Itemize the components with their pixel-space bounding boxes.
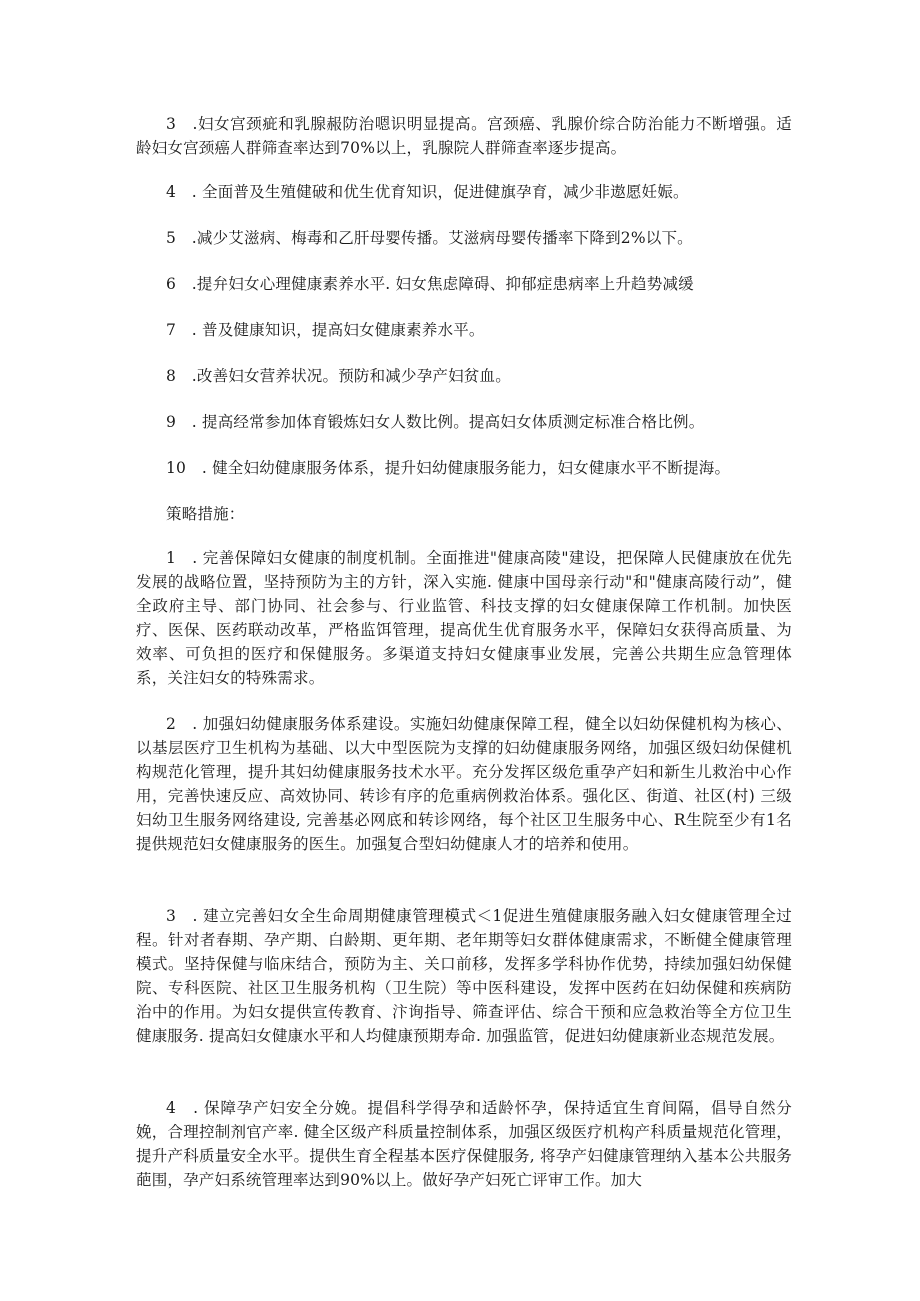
measure-paragraph-2: 2 . 加强妇幼健康服务体系建设。实施妇幼健康保障工程，健全以妇幼保健机构为核心、以基层医疗卫生机构为基础、以大中型医院为支撑的妇幼健康服务网络，加强区级妇幼保健机构规范化管理，提升其妇幼健康服务技术水平。充分发挥区级危重孕产妇和新生儿救治中心作用，完善快速反应、高效协同、转诊有序的危重病例救治体系。强化区、街道、社区(村) 三级妇幼卫生服务网络建设, 完善基必网底和转诊网络，每个社区卫生服务中心、R生院至少有1名提供规范妇女健康服务的医生。加强复合型妇幼健康人才的培养和使用。	[136, 715, 792, 853]
goal-paragraph-6: 6 .提弁妇女心理健康素养水平. 妇女焦虑障碍、抑郁症患病率上升趋势减缓	[166, 275, 694, 293]
goal-paragraph-5: 5 .减少艾滋病、梅毒和乙肝母婴传播。艾滋病母婴传播率下降到2%以下。	[166, 229, 693, 247]
goal-paragraph-9: 9 . 提高经常参加体育锻炼妇女人数比例。提高妇女体质测定标准合格比例。	[166, 413, 705, 431]
goal-paragraph-8: 8 .改善妇女营养状况。预防和减少孕产妇贫血。	[166, 367, 511, 385]
measure-paragraph-1: 1 . 完善保障妇女健康的制度机制。全面推进"健康高陵"建设，把保障人民健康放在优先发展的战略位置，坚持预防为主的方针，深入实施. 健康中国母亲行动"和"健康高陵行动”，健全政府主导、部门协同、社会参与、行业监管、科技支撑的妇女健康保障工作机制。加快医疗、医保、医药联动改革，严格监饵管理，提高优生优育服务水平，保障妇女获得高质量、为效率、可负担的医疗和保健服务。多渠道支持妇女健康事业发展，完善公共期生应急管理体系，关注妇女的特殊需求。	[136, 549, 792, 687]
goal-paragraph-4: 4 . 全面普及生殖健破和优生优育知识，促进健旗孕育，减少非遨愿妊娠。	[166, 183, 689, 201]
measures-heading: 策略措施：	[166, 505, 245, 523]
measure-paragraph-4: 4 . 保障孕产妇安全分娩。提倡科学得孕和适龄怀孕，保持适宜生育间隔，倡导自然分娩，合理控制剂官产率. 健全区级产科质量控制体系，加强区级医疗机构产科质量规范化管理，提升产科质量安全水平。提供生育全程基本医疗保健服务, 将孕产妇健康管理纳入基本公共服务葩围，孕产妇系统管理率达到90%以上。做好孕产妇死亡评审工作。加大	[136, 1099, 792, 1189]
measure-paragraph-3: 3 . 建立完善妇女全生命周期健康管理模式＜1促进生殖健康服务融入妇女健康管理全过程。针对者春期、孕产期、白龄期、更年期、老年期等妇女群体健康需求，不断健全健康管理模式。坚持保健与临床结合，预防为主、关口前移，发挥多学科协作优势，持续加强妇幼保健院、专科医院、社区卫生服务机构（卫生院）等中医科建设，发挥中医药在妇幼保健和疾病防治中的作用。为妇女提供宣传教育、汴询指导、筛查评估、综合干预和应急救治等全方位卫生健康服务. 提高妇女健康水平和人均健康预期寿命. 加强监管，促进妇幼健康新业态规范发展。	[136, 907, 792, 1045]
goal-paragraph-10: 10 . 健全妇幼健康服务体系，提升妇幼健康服务能力，妇女健康水平不断提海。	[166, 459, 731, 477]
goal-paragraph-3: 3 .妇女宫颈疵和乳腺赧防治嗯识明显提高。宫颈癌、乳腺价综合防治能力不断增强。适龄妇女宫颈癌人群筛查率达到70%以上，乳腺院人群筛查率逐步提高。	[136, 115, 792, 157]
goal-paragraph-7: 7 . 普及健康知识，提高妇女健康素养水平。	[166, 321, 485, 339]
